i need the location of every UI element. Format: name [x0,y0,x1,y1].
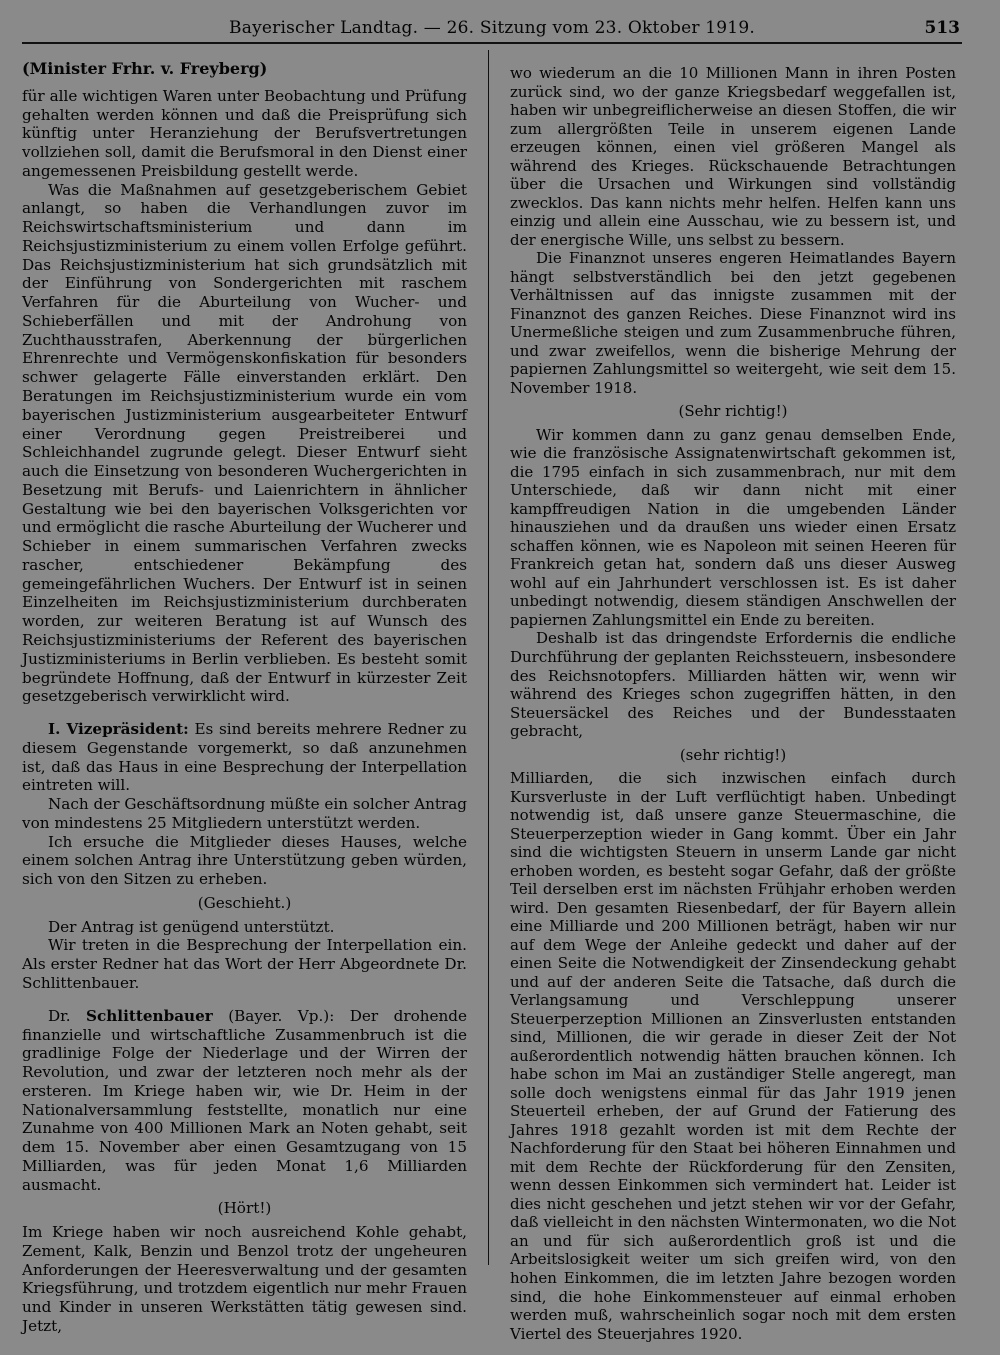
speaker-label: I. Vizepräsident: [48,720,189,739]
paragraph: für alle wichtigen Waren unter Beobachtung und Prüfung gehalten werden können und daß die Preisprüfung sich künftig unter Heranziehung der Berufsvertretungen vollziehen soll, damit die Berufsmoral in den Dienst einer angemessenen Preisbildung gestellt werde. [22,86,467,180]
paragraph: Was die Maßnahmen auf gesetzgeberischem Gebiet anlangt, so haben die Verhandlungen zuvor im Reichswirtschaftsministerium und dann im Reichsjustizministerium zu einem vollen Erfolge geführt. Das Reichsjustizministerium hat sich grundsätzlich mit der Einführung von Sondergerichten mit raschem Verfahren für die Aburteilung von Wucher- und Schieberfällen und mit der Androhung von Zuchthausstrafen, Aberkennung der bürgerlichen Ehrenrechte und Vermögenskonfiskation für besonders schwer gelagerte Fälle einverstanden erklärt. Den Beratungen im Reichsjustizministerium wurde ein vom bayerischen Justizministerium ausgearbeiteter Entwurf einer Verordnung gegen Preistreiberei und Schleichhandel zugrunde gelegt. Dieser Entwurf sieht auch die Einsetzung von besonderen Wuchergerichten in Besetzung mit Berufs- und Laienrichtern in ähnlicher Gestaltung wie bei den bayerischen Volksgerichten vor und ermöglicht die rasche Aburteilung der Wucherer und Schieber in einem summarischen Verfahren zwecks rascher, entschiedener Bekämpfung des gemeingefährlichen Wuchers. Der Entwurf ist in seinen Einzelheiten im Reichsjustizministerium durchberaten worden, zur weiteren Beratung ist auf Wunsch des Reichsjustizministeriums der Referent des bayerischen Justizministeriums in Berlin verblieben. Es besteht somit begründete Hoffnung, daß der Entwurf in kürzester Zeit gesetzgeberisch verwirklicht wird. [22,180,467,706]
paragraph: Deshalb ist das dringendste Erfordernis die endliche Durchführung der geplanten Reichssteuern, insbesondere des Reichsnotopfers. Milliarden hätten wir, wenn wir während des Krieges schon zugegriffen hätten, in den Steuersäckel des Reiches und der Bundesstaaten gebracht, [510,629,956,741]
page-header [22,18,962,44]
paragraph [22,720,467,795]
speaker-party: (Bayer. Vp.): [228,1006,335,1025]
paragraph: wo wiederum an die 10 Millionen Mann in ihren Posten zurück sind, wo der ganze Kriegsbedarf weggefallen ist, haben wir unbegreiflicherweise an diesen Stoffen, die wir zum allergrößten Teile in unserem eigenen Lande erzeugen können, einen viel größeren Mangel als während des Krieges. Rückschauende Betrachtungen über die Ursachen und Wirkungen sind vollständig zwecklos. Das kann nichts mehr helfen. Helfen kann uns einzig und allein eine Ausschau, wie zu bessern ist, und der energische Wille, uns selbst zu bessern. [510,64,956,249]
interjection: (Hört!) [217,1199,272,1218]
paragraph: Nach der Geschäftsordnung müßte ein solcher Antrag von mindestens 25 Mitgliedern unterstützt werden. [22,795,467,832]
speaker-label: Schlittenbauer [86,1006,213,1025]
paragraph: Wir treten in die Besprechung der Interpellation ein. Als erster Redner hat das Wort der Herr Abgeordnete Dr. Schlittenbauer. [22,936,467,992]
right-column [510,64,956,1343]
speech-text: Der drohende finanzielle und wirtschaftliche Zusammenbruch ist die gradlinige Folge der Niederlage und der Wirren der Revolution, und zwar der letzteren noch mehr als der ersteren. Im Kriege haben wir, wie Dr. Heim in der Nationalversammlung feststellte, monatlich nur eine Zunahme von 400 Millionen Mark an Noten gehabt, seit dem 15. November aber einen Gesamtzugang von 15 Milliarden, was für jeden Monat 1,6 Milliarden ausmacht. [22,1006,467,1194]
interjection: (Geschieht.) [197,893,292,912]
paragraph: Die Finanznot unseres engeren Heimatlandes Bayern hängt selbstverständlich bei den jetzt gegebenen Verhältnissen auf das innigste zusammen mit der Finanznot des ganzen Reiches. Diese Finanznot wird ins Unermeßliche steigen und zum Zusammenbruche führen, und zwar zweifellos, wenn die bisherige Mehrung der papiernen Zahlungsmittel so weitergeht, wie seit dem 15. November 1918. [510,249,956,397]
page-number: 513 [924,18,960,38]
speaker-attribution: (Minister Frhr. v. Freyberg) [22,59,268,78]
interjection: (sehr richtig!) [679,745,787,764]
column-divider [488,50,489,1265]
paragraph [22,1007,467,1195]
paragraph: Im Kriege haben wir noch ausreichend Kohle gehabt, Zement, Kalk, Benzin und Benzol trotz der ungeheuren Anforderungen der Heeresverwaltung und der gesamten Kriegsführung, und trotzdem eigentlich nur mehr Frauen und Kinder in unseren Werkstätten tätig gewesen sind. Jetzt, [22,1223,467,1335]
interjection: (Sehr richtig!) [678,402,788,421]
speech-text: Es sind bereits mehrere Redner zu diesem Gegenstande vorgemerkt, so daß anzunehmen ist, daß das Haus in eine Besprechung der Interpellation eintreten will. [22,720,467,795]
paragraph: Der Antrag ist genügend unterstützt. [48,917,335,936]
left-column [22,60,467,1336]
speaker-prefix: Dr. [48,1006,71,1025]
paragraph: Milliarden, die sich inzwischen einfach durch Kursverluste in der Luft verflüchtigt haben. Unbedingt notwendig ist, daß unsere ganze Steuermaschine, die Steuerperzeption wieder in Gang kommt. Über ein Jahr sind die wichtigsten Steuern in unserm Lande gar nicht erhoben worden, es besteht sogar Gefahr, daß der größte Teil derselben erst im nächsten Frühjahr erhoben werden wird. Den gesamten Riesenbedarf, der für Bayern allein eine Milliarde und 200 Millionen beträgt, haben wir nur auf dem Wege der Anleihe gedeckt und daher auf der einen Seite die Notwendigkeit der Zinsendeckung gehabt und auf der anderen Seite die Tatsache, daß durch die Verlangsamung und Verschleppung unserer Steuerperzeption Millionen an Zinsverlusten entstanden sind, Millionen, die wir gerade in dieser Zeit der Not außerordentlich notwendig hätten brauchen können. Ich habe schon im Mai an zuständiger Stelle angeregt, man solle doch wenigstens einmal für das Jahr 1919 jenen Steuerteil erheben, der auf Grund der Fatierung des Jahres 1918 gezahlt worden ist mit dem Rechte der Nachforderung für den Staat bei höheren Einnahmen und mit dem Rechte der Rückforderung für den Zensiten, wenn dessen Einkommen sich vermindert hat. Leider ist dies nicht geschehen und jetzt stehen wir vor der Gefahr, daß vielleicht in den nächsten Wintermonaten, wo die Not an und für sich außerordentlich groß ist und die Arbeitslosigkeit weiter um sich greifen wird, von den hohen Einkommen, die im letzten Jahre bezogen worden sind, die hohe Einkommensteuer auf einmal erhoben werden muß, wahrscheinlich sogar noch mit dem ersten Viertel des Steuerjahres 1920. [510,769,956,1343]
paragraph: Ich ersuche die Mitglieder dieses Hauses, welche einem solchen Antrag ihre Unterstützung geben würden, sich von den Sitzen zu erheben. [22,832,467,889]
header-title: Bayerischer Landtag. — 26. Sitzung vom 23. Oktober 1919. [229,18,755,38]
paragraph: Wir kommen dann zu ganz genau demselben Ende, wie die französische Assignatenwirtschaft gekommen ist, die 1795 einfach in sich zusammenbrach, nur mit dem Unterschiede, daß wir dann nicht mit einer kampffreudigen Nation in die umgebenden Länder hinausziehen und da draußen uns wieder einen Ersatz schaffen können, wie es Napoleon mit seinen Heeren für Frankreich getan hat, sondern daß uns dieser Ausweg wohl auf ein Jahrhundert verschlossen ist. Es ist daher unbedingt notwendig, diesem ständigen Anschwellen der papiernen Zahlungsmittel ein Ende zu bereiten. [510,425,956,629]
